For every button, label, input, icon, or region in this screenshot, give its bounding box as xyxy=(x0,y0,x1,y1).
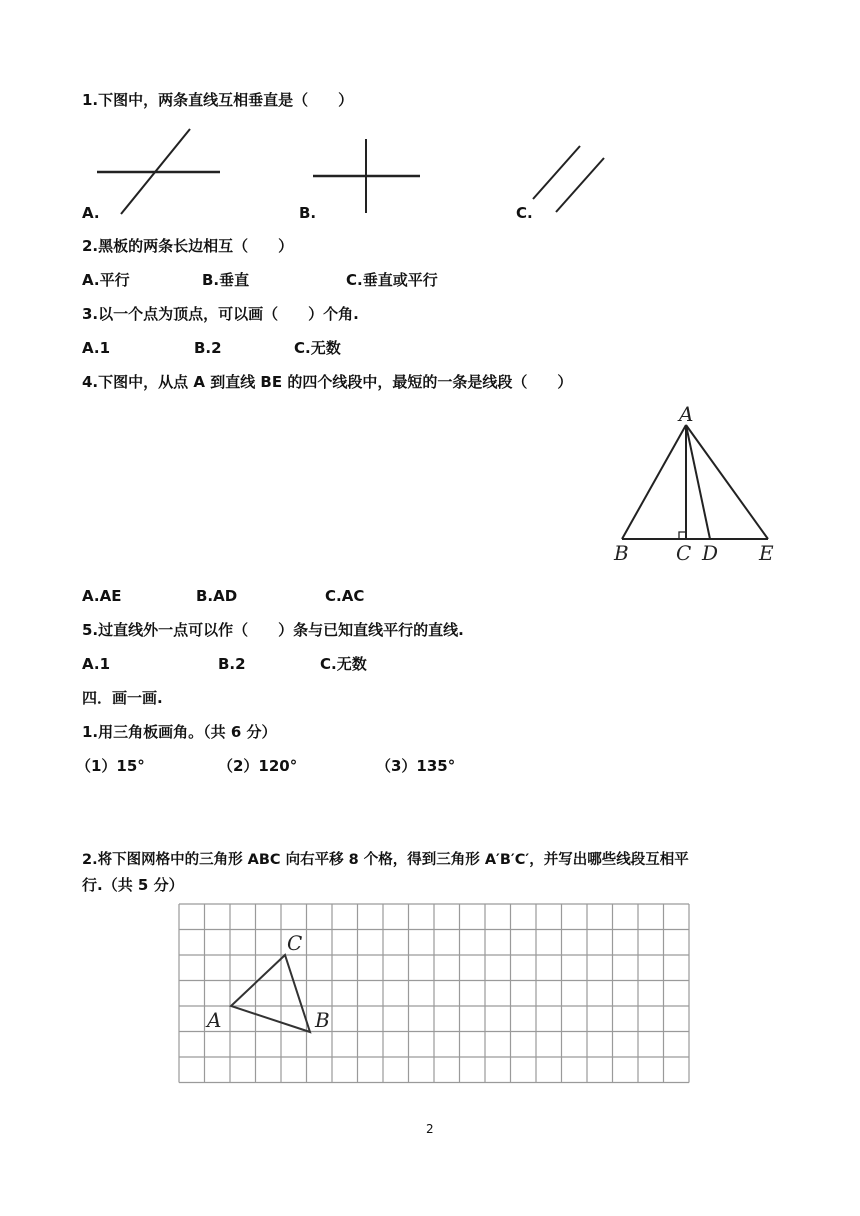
section4-p2-question-line2: 行.（共 5 分） xyxy=(82,876,184,894)
q4-label-c: C xyxy=(676,541,692,565)
q3-question: 3.以一个点为顶点，可以画（ ）个角. xyxy=(82,305,359,323)
q5-question: 5.过直线外一点可以作（ ）条与已知直线平行的直线. xyxy=(82,621,464,639)
q5-option-a: A.1 xyxy=(82,655,111,673)
q4-label-a: A xyxy=(679,402,694,426)
q1-option-a: A. xyxy=(82,204,100,222)
q5-option-c: C.无数 xyxy=(320,655,367,673)
q1-question: 1.下图中，两条直线互相垂直是（ ） xyxy=(82,91,354,109)
q3-option-c: C.无数 xyxy=(294,339,341,357)
q4-option-c: C.AC xyxy=(325,587,365,605)
q3-option-a: A.1 xyxy=(82,339,111,357)
q3-option-b: B.2 xyxy=(194,339,222,357)
section4-p1-item-1: （1）15° xyxy=(76,757,145,775)
q4-label-d: D xyxy=(702,541,719,565)
grid-label-a: A xyxy=(207,1008,222,1032)
q4-question: 4.下图中，从点 A 到直线 BE 的四个线段中，最短的一条是线段（ ） xyxy=(82,373,573,391)
triangle-abc xyxy=(231,955,310,1032)
q2-question: 2.黑板的两条长边相互（ ） xyxy=(82,237,294,255)
grid-label-c: C xyxy=(287,931,303,955)
page-number: 2 xyxy=(426,1122,434,1136)
grid-lines xyxy=(179,904,689,1083)
q2-option-c: C.垂直或平行 xyxy=(346,271,438,289)
section4-title: 四．画一画. xyxy=(82,689,163,707)
q4-label-b: B xyxy=(614,541,629,565)
q5-option-b: B.2 xyxy=(218,655,246,673)
section4-p2-question-line1: 2.将下图网格中的三角形 ABC 向右平移 8 个格，得到三角形 A′B′C′，并写出哪些线段互相平 xyxy=(82,852,689,868)
q4-option-b: B.AD xyxy=(196,587,238,605)
section4-p1-item-3: （3）135° xyxy=(376,757,456,775)
q1-option-b: B. xyxy=(299,204,317,222)
q2-option-a: A.平行 xyxy=(82,271,130,289)
q1-option-c: C. xyxy=(516,204,533,222)
q2-option-b: B.垂直 xyxy=(202,271,250,289)
grid-label-b: B xyxy=(315,1008,330,1032)
section4-p1-question: 1.用三角板画角。（共 6 分） xyxy=(82,723,277,741)
q4-option-a: A.AE xyxy=(82,587,122,605)
section4-p1-item-2: （2）120° xyxy=(218,757,298,775)
q4-label-e: E xyxy=(759,541,774,565)
